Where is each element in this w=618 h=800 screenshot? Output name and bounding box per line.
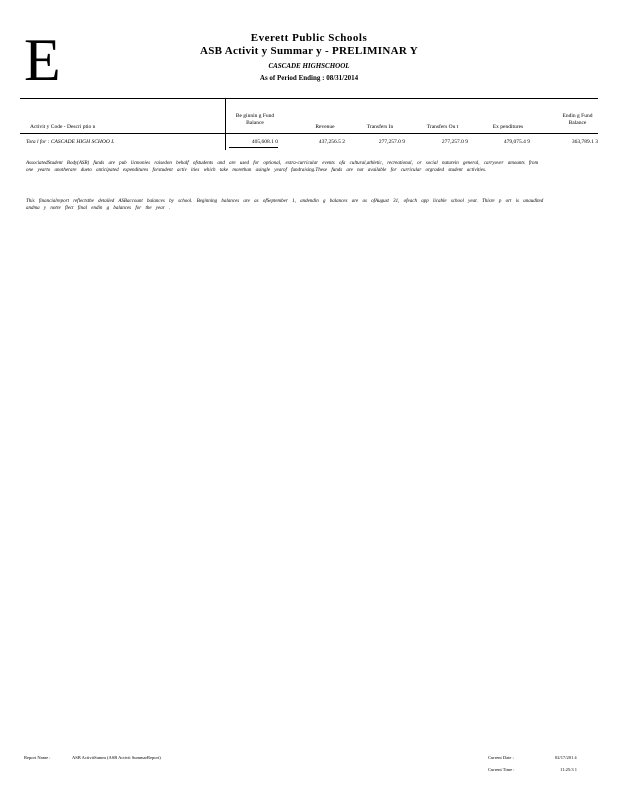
column-divider [225,98,226,150]
footer-time-label: Current Time : [488,767,515,772]
total-expenditures: 479,075.4 9 [503,139,530,145]
total-label: Tota l for : CASCADE HIGH SCHOO L [26,139,115,145]
total-underline [229,147,278,148]
logo-letter: E [24,27,61,93]
total-ending: 363,789.1 3 [571,139,598,145]
footer-date: 02/17/201 4 [555,755,577,760]
school-name: CASCADE HIGHSCHOOL [268,62,350,70]
note-paragraph-1: AssociatedStudent Body(ASB) funds are pub licmonies raisedon behalf ofstudents and are used for optional, extra-curricular events ofa cultural,athletic, recreational, or social naturein general, carryover amounts from one yearto anotherare dueto anticipated expenditures forstudent activ ities which take morethan asingle yearof fundraising.These funds are not available for curricular orgraded student activities. [26,161,539,173]
org-name: Everett Public Schools [250,32,368,44]
total-revenue: 437,256.5 2 [318,139,345,145]
col-transfers-out: Transfers Ou t [426,124,459,130]
footer-report-name-label: Report Name : [24,755,51,760]
footer-time: 11:25:3 1 [560,767,577,772]
col-beginning: Be ginnin g Fund Balance [235,113,275,126]
report-title: ASB Activit y Summar y - PRELIMINAR Y [200,45,418,57]
col-activity: Activit y Code - Descri ptio n [30,124,96,130]
total-transfers-in: 277,257.0 9 [378,139,405,145]
total-transfers-out: 277,257.0 9 [441,139,468,145]
col-revenue: Revenue [315,124,335,130]
footer-date-label: Current Date : [488,755,514,760]
table-header-rule [20,133,598,134]
footer-report-name: ASB ActivitSumm (ASB Activit SummarReport) [72,755,161,760]
period-ending: As of Period Ending : 08/31/2014 [259,74,359,82]
table-top-rule [20,98,598,99]
note-paragraph-2: This financialreport reflectsthe detailed ASBaccount balances by school. Beginning balances are as ofSeptember 1, andendin g balances are as ofAugust 31, ofeach app licable school year. Thisre p ort is unaudited andma y notre flect final endin g balances for the year . [26,199,544,211]
col-ending: Endin g Fund Balance [562,113,593,126]
col-transfers-in: Transfers In [366,124,394,130]
total-beginning: 405,608.1 0 [251,139,278,145]
col-expenditures: Ex penditures [492,124,524,130]
